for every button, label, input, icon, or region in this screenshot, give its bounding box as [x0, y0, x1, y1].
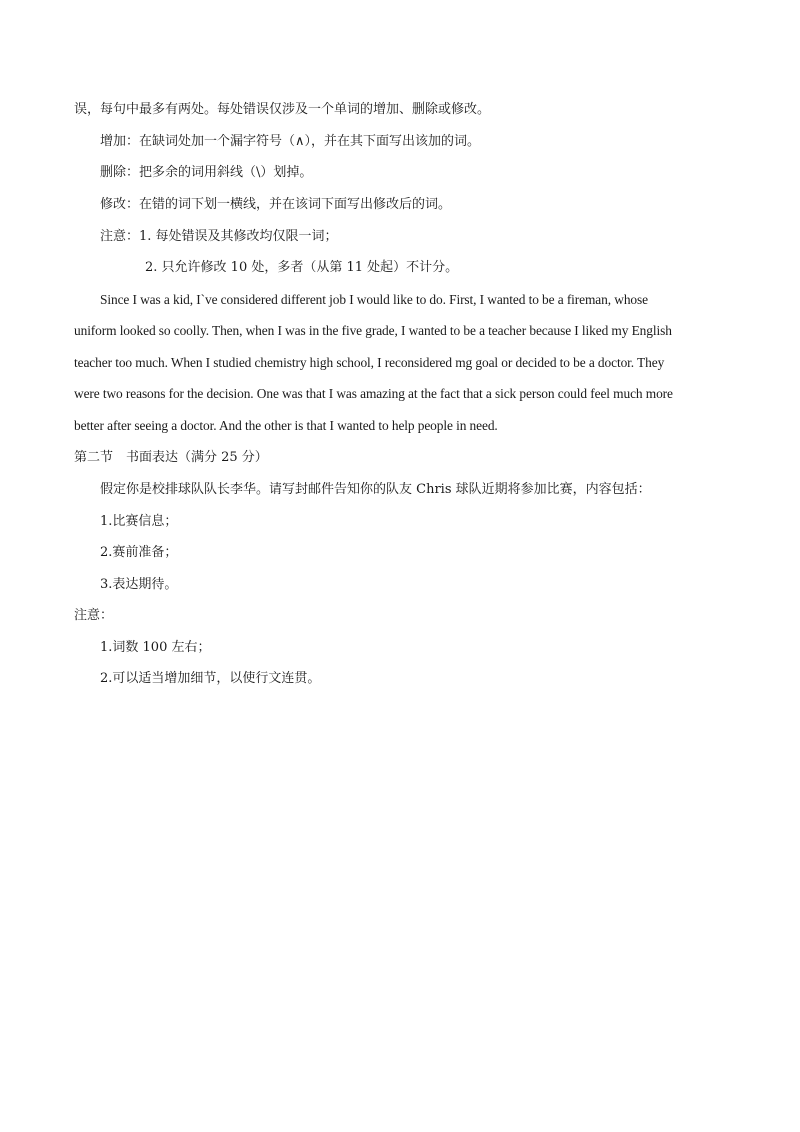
content-item: 2.赛前准备；	[100, 545, 178, 560]
passage-line-4: were two reasons for the decision. One was that I was amazing at the fact that a sick person could feel much more	[74, 386, 673, 401]
instruction-line-1: 误，每句中最多有两处。每处错误仅涉及一个单词的增加、删除或修改。	[74, 102, 491, 117]
instruction-modify: 修改：在错的词下划一横线，并在该词下面写出修改后的词。	[100, 197, 452, 212]
passage-line-3: teacher too much. When I studied chemistry high school, I reconsidered mg goal or decided to be a doctor. They	[74, 355, 665, 370]
instruction-note-1: 注意：1. 每处错误及其修改均仅限一词；	[100, 229, 338, 244]
content-item: 1.比赛信息；	[100, 514, 178, 529]
instruction-note-2: 2. 只允许修改 10 处，多者（从第 11 处起）不计分。	[145, 260, 459, 275]
passage-line-5: better after seeing a doctor. And the other is that I wanted to help people in need.	[74, 418, 498, 433]
note-item: 2.可以适当增加细节，以使行文连贯。	[100, 671, 321, 686]
content-item: 3.表达期待。	[100, 577, 178, 592]
section-heading: 第二节 书面表达（满分 25 分）	[74, 450, 268, 465]
note-item: 1.词数 100 左右；	[100, 640, 211, 655]
passage-line-1: Since I was a kid, I`ve considered different job I would like to do. First, I wanted to be a fireman, whose	[100, 292, 648, 307]
note-label: 注意：	[74, 608, 114, 623]
writing-prompt: 假定你是校排球队队长李华。请写封邮件告知你的队友 Chris 球队近期将参加比赛，内容包括：	[100, 482, 651, 497]
instruction-add: 增加：在缺词处加一个漏字符号（∧），并在其下面写出该加的词。	[100, 134, 481, 149]
passage-line-2: uniform looked so coolly. Then, when I was in the five grade, I wanted to be a teacher because I liked my English	[74, 323, 672, 338]
instruction-delete: 删除：把多余的词用斜线（\）划掉。	[100, 165, 313, 180]
